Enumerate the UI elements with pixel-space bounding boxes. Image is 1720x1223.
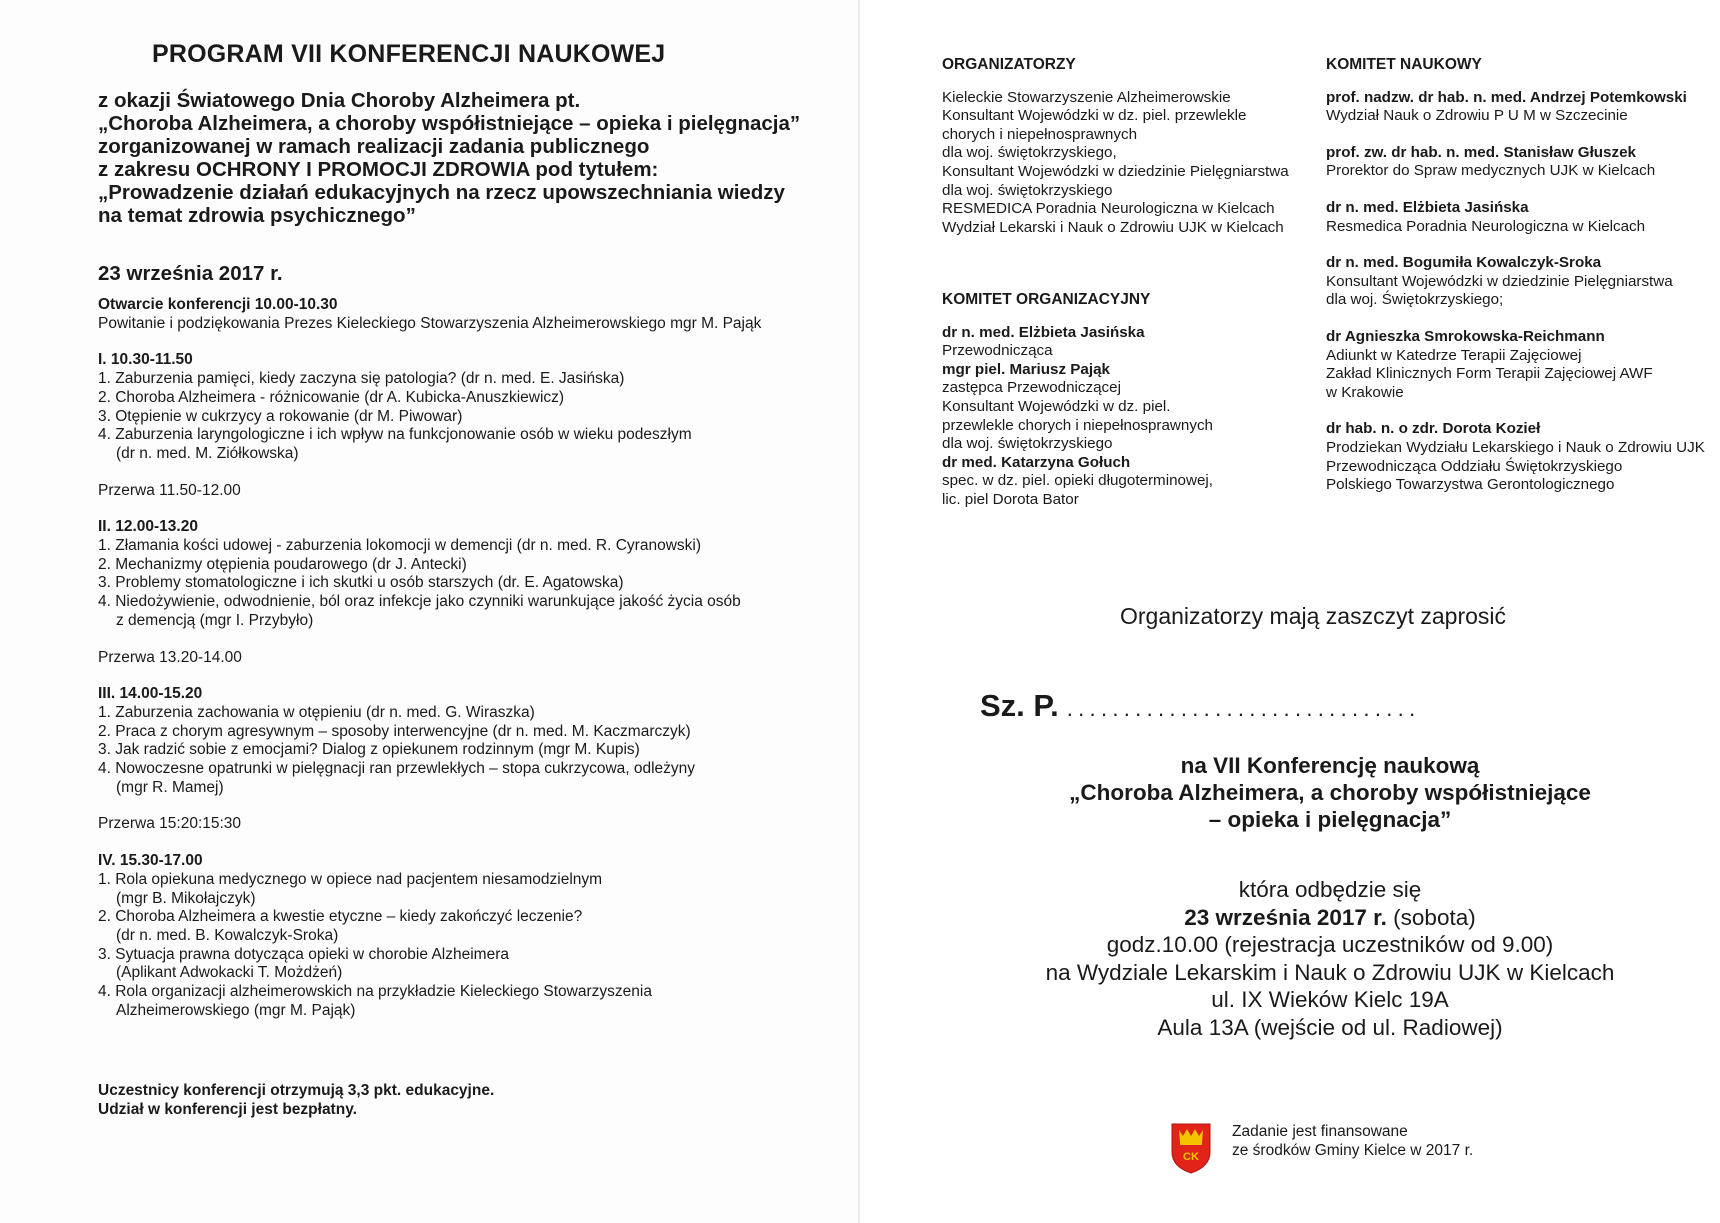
event-date: 23 września 2017 r. [1184, 904, 1387, 930]
block-title: Otwarcie konferencji 10.00-10.30 [98, 296, 338, 313]
details-line: godz.10.00 (rejestracja uczestników od 9.00) [1106, 932, 1554, 957]
details-line: ul. IX Wieków Kielc 19A [1211, 987, 1449, 1012]
committee-member-role: zastępca Przewodniczącej [942, 379, 1121, 397]
committee-member-role: Adiunkt w Katedrze Terapii Zajęciowej [1326, 346, 1582, 364]
session-item: 4. Rola organizacji alzheimerowskich na przykładzie Kieleckiego Stowarzyszenia [98, 983, 652, 1001]
organizer-line: Konsultant Wojewódzki w dz. piel. przewlekle [942, 107, 1247, 125]
committee-member-role: dla woj. Świętokrzyskiego; [1326, 291, 1504, 309]
opening-text: Powitanie i podziękowania Prezes Kieleckiego Stowarzyszenia Alzheimerowskiego mgr M. Pająk [98, 314, 762, 332]
organizer-line: Konsultant Wojewódzki w dziedzinie Pielęgniarstwa [942, 162, 1289, 180]
organizer-line: Kieleckie Stowarzyszenie Alzheimerowskie [942, 88, 1231, 106]
intro-line: zorganizowanej w ramach realizacji zadania publicznego [98, 135, 650, 158]
committee-member [1326, 254, 1705, 310]
footer-note [98, 1081, 494, 1119]
session-item: 3. Jak radzić sobie z emocjami? Dialog z opiekunem rodzinnym (mgr M. Kupis) [98, 741, 640, 759]
footer-line: Uczestnicy konferencji otrzymują 3,3 pkt. edukacyjne. [98, 1082, 495, 1099]
committee-member-role: Przewodnicząca [942, 342, 1053, 360]
session-item: 4. Niedożywienie, odwodnienie, ból oraz infekcje jako czynniki warunkujące jakość życia osób [98, 593, 741, 611]
committee-member-name: dr hab. n. o zdr. Dorota Kozieł [1326, 420, 1541, 438]
funding-line: Zadanie jest finansowane [1232, 1123, 1408, 1140]
break: Przerwa 11.50-12.00 [98, 481, 241, 499]
session-item: 1. Złamania kości udowej - zaburzenia lokomocji w demencji (dr n. med. R. Cyranowski) [98, 537, 702, 555]
details-line: Aula 13A (wejście od ul. Radiowej) [1157, 1014, 1503, 1040]
organizer-line: Wydział Lekarski i Nauk o Zdrowiu UJK w Kielcach [942, 218, 1284, 236]
kielce-crest-icon [1170, 1122, 1212, 1174]
conference-line: – opieka i pielęgnacja” [1208, 807, 1452, 832]
page-fold [858, 0, 860, 1223]
committee-member-role: Resmedica Poradnia Neurologiczna w Kielcach [1326, 217, 1646, 235]
committee-member-name: prof. zw. dr hab. n. med. Stanisław Głuszek [1326, 143, 1636, 161]
session-item: 1. Zaburzenia zachowania w otępieniu (dr n. med. G. Wiraszka) [98, 703, 535, 721]
session-item: 3. Otępienie w cukrzycy a rokowanie (dr M. Piwowar) [98, 407, 463, 425]
invitation-heading: Organizatorzy mają zaszczyt zaprosić [1120, 603, 1507, 629]
session-item: 1. Zaburzenia pamięci, kiedy zaczyna się patologia? (dr n. med. E. Jasińska) [98, 370, 625, 388]
intro-line: „Prowadzenie działań edukacyjnych na rzecz upowszechniania wiedzy [98, 181, 785, 204]
intro-line: z okazji Światowego Dnia Choroby Alzheimera pt. [98, 89, 581, 112]
committee-member-name: prof. nadzw. dr hab. n. med. Andrzej Potemkowski [1326, 88, 1687, 106]
recipient-line [980, 688, 1420, 724]
session-item: 4. Nowoczesne opatrunki w pielęgnacji ran przewlekłych – stopa cukrzycowa, odleżyny [98, 760, 696, 778]
organizers-heading: ORGANIZATORZY [942, 56, 1076, 73]
committee-member-name: dr n. med. Elżbieta Jasińska [942, 323, 1145, 341]
left-page [0, 0, 858, 1223]
intro-line: „Choroba Alzheimera, a choroby współistniejące – opieka i pielęgnacja” [98, 112, 801, 135]
committee-member-role: dla woj. świętokrzyskiego [942, 435, 1113, 453]
committee-member-role: lic. piel Dorota Bator [942, 490, 1079, 508]
session-item-cont: z demencją (mgr I. Przybyło) [116, 611, 314, 629]
break: Przerwa 15:20:15:30 [98, 815, 242, 833]
funding-note [1170, 1122, 1473, 1174]
session-2 [98, 518, 848, 630]
organizer-line: dla woj. świętokrzyskiego [942, 181, 1113, 199]
conference-title [1000, 752, 1660, 833]
session-item-cont: (dr n. med. M. Ziółkowska) [116, 444, 299, 462]
committee-member [1326, 420, 1705, 494]
organizer-line: chorych i niepełnosprawnych [942, 125, 1138, 143]
committee-member-name: dr med. Katarzyna Gołuch [942, 453, 1131, 471]
recipient-dots: ............................... [1066, 696, 1421, 721]
session-item: 2. Choroba Alzheimera a kwestie etyczne – kiedy zakończyć leczenie? [98, 908, 583, 926]
committee-member [1326, 199, 1705, 236]
committee-member-name: dr Agnieszka Smrokowska-Reichmann [1326, 327, 1605, 345]
details-line: na Wydziale Lekarskim i Nauk o Zdrowiu UJK w Kielcach [1045, 959, 1615, 985]
session-item: 2. Mechanizmy otępienia poudarowego (dr J. Antecki) [98, 555, 467, 573]
session-item-cont: (dr n. med. B. Kowalczyk-Sroka) [116, 926, 339, 944]
session-item-cont: (mgr B. Mikołajczyk) [116, 889, 256, 907]
organizer-line: dla woj. świętokrzyskiego, [942, 144, 1117, 162]
committee-member-role: Konsultant Wojewódzki w dz. piel. [942, 397, 1171, 415]
intro-line: z zakresu OCHRONY I PROMOCJI ZDROWIA pod tytułem: [98, 158, 659, 181]
program-title: PROGRAM VII KONFERENCJI NAUKOWEJ [152, 40, 666, 68]
committee-member [1326, 328, 1705, 402]
committee-member-name: dr n. med. Bogumiła Kowalczyk-Sroka [1326, 254, 1602, 272]
block-title: I. 10.30-11.50 [98, 351, 193, 369]
conference-line: na VII Konferencję naukową [1180, 753, 1480, 778]
committee-member [1326, 144, 1705, 181]
committee-member-name: mgr piel. Mariusz Pająk [942, 360, 1110, 378]
opening-block [98, 296, 848, 333]
block-title: II. 12.00-13.20 [98, 518, 198, 536]
session-item: 1. Rola opiekuna medycznego w opiece nad pacjentem niesamodzielnym [98, 870, 603, 888]
conference-line: „Choroba Alzheimera, a choroby współistniejące [1069, 780, 1591, 805]
details-date-line [990, 904, 1670, 932]
session-item-cont: Alzheimerowskiego (mgr M. Pająk) [116, 1001, 356, 1019]
event-details [990, 876, 1670, 1041]
footer-line: Udział w konferencji jest bezpłatny. [98, 1101, 357, 1118]
scientific-committee [1326, 56, 1705, 513]
committee-member-role: Przewodnicząca Oddziału Świętokrzyskiego [1326, 457, 1623, 475]
session-item: 2. Choroba Alzheimera - różnicowanie (dr A. Kubicka-Anuszkiewicz) [98, 388, 565, 406]
committee-member-role: Konsultant Wojewódzki w dziedzinie Pielęgniarstwa [1326, 272, 1673, 290]
organizer-line: RESMEDICA Poradnia Neurologiczna w Kielcach [942, 200, 1275, 218]
block-title: IV. 15.30-17.00 [98, 852, 203, 870]
intro [98, 89, 838, 227]
committee-member-role: Polskiego Towarzystwa Gerontologicznego [1326, 476, 1615, 494]
funding-text [1232, 1122, 1473, 1160]
program-schedule [98, 296, 848, 1039]
organizing-committee-heading: KOMITET ORGANIZACYJNY [942, 291, 1151, 308]
session-1 [98, 351, 848, 463]
scientific-committee-heading: KOMITET NAUKOWY [1326, 56, 1482, 73]
committee-member-role: Zakład Klinicznych Form Terapii Zajęciowej AWF [1326, 365, 1653, 383]
session-item: 4. Zaburzenia laryngologiczne i ich wpływ na funkcjonowanie osób w wieku podeszłym [98, 426, 692, 444]
session-item: 3. Sytuacja prawna dotycząca opieki w chorobie Alzheimera [98, 945, 509, 963]
conference-date: 23 września 2017 r. [98, 262, 283, 285]
committee-member-name: dr n. med. Elżbieta Jasińska [1326, 198, 1529, 216]
session-item: 2. Praca z chorym agresywnym – sposoby interwencyjne (dr n. med. M. Kaczmarczyk) [98, 722, 691, 740]
details-line: która odbędzie się [1238, 877, 1422, 902]
block-title: III. 14.00-15.20 [98, 685, 203, 703]
committee-member-role: Prorektor do Spraw medycznych UJK w Kielcach [1326, 162, 1656, 180]
committee-member-role: Wydział Nauk o Zdrowiu P U M w Szczecinie [1326, 107, 1628, 125]
organizers-section [942, 56, 1289, 237]
committee-member [1326, 89, 1705, 126]
organizing-committee [942, 291, 1213, 510]
committee-member-role: spec. w dz. piel. opieki długoterminowej, [942, 472, 1213, 490]
committee-member-role: w Krakowie [1326, 383, 1404, 401]
session-item-cont: (Aplikant Adwokacki T. Możdżeń) [116, 964, 343, 982]
committee-member-role: Prodziekan Wydziału Lekarskiego i Nauk o Zdrowiu UJK [1326, 438, 1705, 456]
break: Przerwa 13.20-14.00 [98, 648, 242, 666]
intro-line: na temat zdrowia psychicznego” [98, 204, 416, 227]
session-item-cont: (mgr R. Mamej) [116, 778, 224, 796]
session-3 [98, 685, 848, 797]
committee-member-role: przewlekle chorych i niepełnosprawnych [942, 416, 1213, 434]
session-4 [98, 852, 848, 1020]
recipient-label: Sz. P. [980, 688, 1059, 723]
funding-line: ze środków Gminy Kielce w 2017 r. [1232, 1142, 1474, 1159]
session-item: 3. Problemy stomatologiczne i ich skutki u osób starszych (dr. E. Agatowska) [98, 574, 624, 592]
event-day: (sobota) [1386, 904, 1476, 930]
crest-letters: CK [1183, 1151, 1199, 1163]
